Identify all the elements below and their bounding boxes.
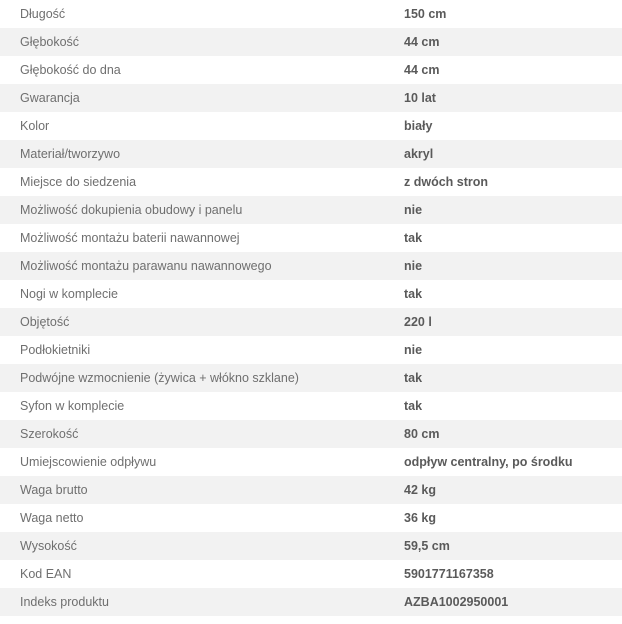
table-row	[0, 588, 622, 616]
spec-value: 150 cm	[404, 7, 447, 21]
table-row	[0, 84, 622, 112]
spec-label: Syfon w komplecie	[20, 399, 125, 413]
spec-value: AZBA1002950001	[404, 595, 509, 609]
spec-value: 36 kg	[404, 511, 436, 525]
spec-label: Objętość	[20, 315, 70, 329]
table-row	[0, 504, 622, 532]
table-row	[0, 224, 622, 252]
spec-label: Umiejscowienie odpływu	[20, 455, 157, 469]
spec-label: Możliwość montażu parawanu nawannowego	[20, 259, 272, 273]
spec-value: 5901771167358	[404, 567, 494, 581]
spec-value: tak	[404, 231, 423, 245]
spec-label: Gwarancja	[20, 91, 80, 105]
spec-value: 42 kg	[404, 483, 436, 497]
table-row	[0, 196, 622, 224]
spec-value: tak	[404, 371, 423, 385]
spec-value: odpływ centralny, po środku	[404, 455, 573, 469]
spec-label: Waga netto	[20, 511, 84, 525]
table-row	[0, 28, 622, 56]
spec-label: Możliwość montażu baterii nawannowej	[20, 231, 240, 245]
spec-value: tak	[404, 287, 423, 301]
table-row	[0, 252, 622, 280]
spec-label: Możliwość dokupienia obudowy i panelu	[20, 203, 243, 217]
spec-value: biały	[404, 119, 433, 133]
table-row	[0, 476, 622, 504]
spec-value: z dwóch stron	[404, 175, 489, 189]
table-row	[0, 168, 622, 196]
spec-value: nie	[404, 203, 423, 217]
spec-label: Indeks produktu	[20, 595, 109, 609]
spec-label: Materiał/tworzywo	[20, 147, 121, 161]
spec-value: 220 l	[404, 315, 432, 329]
spec-label: Głębokość	[20, 35, 80, 49]
spec-label: Podłokietniki	[20, 343, 91, 357]
table-row	[0, 364, 622, 392]
spec-value: 44 cm	[404, 35, 440, 49]
spec-label: Kolor	[20, 119, 50, 133]
table-row	[0, 56, 622, 84]
spec-label: Miejsce do siedzenia	[20, 175, 137, 189]
spec-value: 10 lat	[404, 91, 436, 105]
spec-label: Szerokość	[20, 427, 79, 441]
spec-value: akryl	[404, 147, 434, 161]
spec-label: Głębokość do dna	[20, 63, 121, 77]
table-row	[0, 532, 622, 560]
spec-value: nie	[404, 343, 423, 357]
table-row	[0, 560, 622, 588]
table-row	[0, 392, 622, 420]
table-row	[0, 112, 622, 140]
table-row	[0, 140, 622, 168]
table-row	[0, 0, 622, 28]
table-row	[0, 420, 622, 448]
spec-value: nie	[404, 259, 423, 273]
spec-label: Wysokość	[20, 539, 77, 553]
table-row	[0, 280, 622, 308]
spec-label: Waga brutto	[20, 483, 88, 497]
table-row	[0, 448, 622, 476]
table-row	[0, 336, 622, 364]
spec-value: tak	[404, 399, 423, 413]
spec-value: 44 cm	[404, 63, 440, 77]
spec-label: Długość	[20, 7, 66, 21]
table-row	[0, 308, 622, 336]
spec-value: 80 cm	[404, 427, 440, 441]
spec-label: Kod EAN	[20, 567, 72, 581]
spec-value: 59,5 cm	[404, 539, 450, 553]
spec-label: Podwójne wzmocnienie (żywica + włókno szklane)	[20, 371, 299, 385]
spec-label: Nogi w komplecie	[20, 287, 118, 301]
